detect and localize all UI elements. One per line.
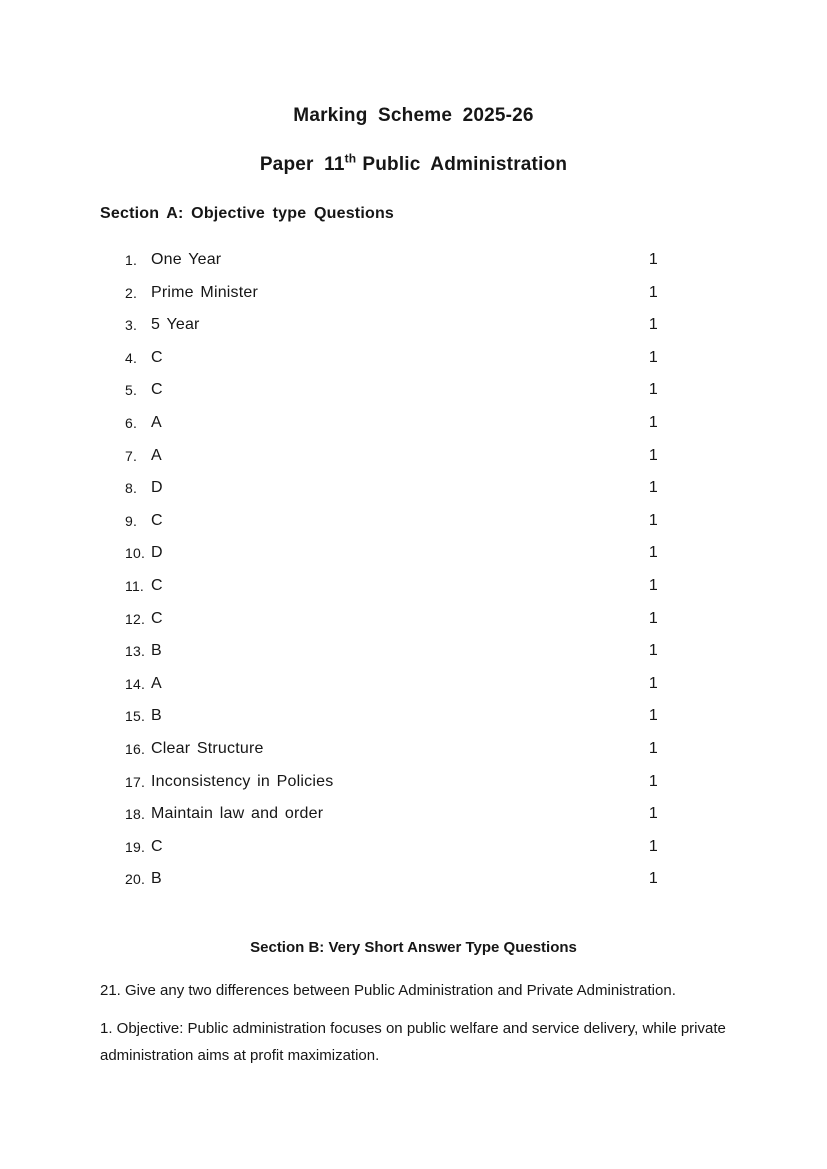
answer-number: 7.: [125, 447, 138, 464]
answer-marks: 1: [648, 251, 658, 268]
answer-text: Maintain law and order: [151, 805, 324, 823]
answer-row: [125, 603, 658, 636]
answer-row: [125, 374, 658, 407]
answer-number: 14.: [125, 675, 146, 692]
answer-marks: 1: [648, 772, 658, 790]
answer-number: 3.: [125, 317, 138, 334]
answer-row: [125, 798, 658, 831]
answer-text: C: [151, 609, 163, 627]
subtitle-suffix: Public Administration: [362, 154, 568, 175]
answer-text: C: [151, 348, 163, 366]
answer-number: 13.: [125, 643, 146, 660]
answer-text: B: [151, 707, 162, 725]
answer-marks: 1: [648, 609, 658, 627]
answer-marks: 1: [648, 870, 658, 888]
answer-marks: 1: [648, 381, 658, 399]
section-b: [100, 938, 727, 1069]
answer-row: [125, 700, 658, 733]
answer-number: 19.: [125, 838, 146, 855]
answer-number: 1.: [125, 252, 138, 268]
answer-row: [125, 537, 658, 570]
answer-marks: 1: [648, 511, 658, 529]
answer-row: [125, 766, 658, 799]
answer-row: [125, 570, 658, 603]
answer-text: D: [151, 479, 163, 497]
answer-row: [125, 342, 658, 375]
answer-marks: 1: [648, 805, 658, 823]
answer-marks: 1: [648, 283, 658, 301]
answer-row: [125, 831, 658, 864]
section-a-heading: Section A: Objective type Questions: [100, 205, 395, 222]
subtitle-superscript: th: [344, 151, 357, 166]
answer-text: B: [151, 642, 162, 660]
answer-row: [125, 309, 658, 342]
answer-marks: 1: [648, 446, 658, 464]
answer-number: 9.: [125, 512, 138, 529]
answer-text: C: [151, 837, 163, 855]
question-21-answer: 1. Objective: Public administration focuses on public welfare and service delivery, while private administration aims at profit maximization.: [100, 1019, 726, 1064]
answer-marks: 1: [648, 642, 658, 660]
answer-number: 5.: [125, 382, 138, 399]
answer-number: 11.: [125, 577, 145, 594]
answer-row: [125, 440, 658, 473]
answer-number: 10.: [125, 545, 146, 562]
answer-row: [125, 244, 658, 277]
answer-number: 4.: [125, 349, 138, 366]
answer-marks: 1: [648, 544, 658, 562]
question-21-text: 21. Give any two differences between Public Administration and Private Administration.: [100, 981, 676, 999]
answer-marks: 1: [648, 316, 658, 334]
answer-text: A: [151, 674, 162, 692]
answer-marks: 1: [648, 576, 658, 594]
answer-text: Clear Structure: [151, 739, 264, 757]
answer-text: A: [151, 413, 162, 431]
section-b-heading: Section B: Very Short Answer Type Questions: [250, 938, 577, 956]
answer-marks: 1: [648, 479, 658, 497]
answer-text: Inconsistency in Policies: [151, 772, 334, 790]
answer-row: [125, 863, 658, 896]
answer-marks: 1: [648, 707, 658, 725]
document-subtitle: [100, 153, 727, 176]
answer-row: [125, 472, 658, 505]
answer-row: [125, 635, 658, 668]
answer-text: B: [151, 870, 162, 888]
answer-row: [125, 733, 658, 766]
answer-text: D: [151, 544, 163, 562]
answer-number: 8.: [125, 480, 138, 497]
answer-number: 6.: [125, 414, 138, 431]
answer-number: 18.: [125, 806, 146, 823]
answer-marks: 1: [648, 348, 658, 366]
answer-row: [125, 668, 658, 701]
answer-number: 15.: [125, 708, 146, 725]
answer-text: Prime Minister: [151, 283, 259, 301]
answer-row: [125, 277, 658, 310]
answer-marks: 1: [648, 413, 658, 431]
subtitle-prefix: Paper 11: [259, 154, 345, 175]
answer-marks: 1: [648, 739, 658, 757]
answer-number: 20.: [125, 871, 146, 888]
answer-number: 17.: [125, 773, 146, 790]
answer-number: 2.: [125, 284, 138, 301]
answer-text: A: [151, 446, 162, 464]
answer-text: C: [151, 381, 163, 399]
answer-row: [125, 407, 658, 440]
answer-list: [125, 244, 658, 896]
answer-text: C: [151, 511, 163, 529]
answer-marks: 1: [648, 837, 658, 855]
answer-number: 16.: [125, 740, 146, 757]
answer-text: C: [151, 576, 163, 594]
answer-row: [125, 505, 658, 538]
answer-marks: 1: [648, 674, 658, 692]
document-title: Marking Scheme 2025-26: [293, 105, 534, 126]
answer-number: 12.: [125, 610, 146, 627]
answer-text: One Year: [151, 251, 222, 268]
answer-text: 5 Year: [151, 316, 200, 334]
